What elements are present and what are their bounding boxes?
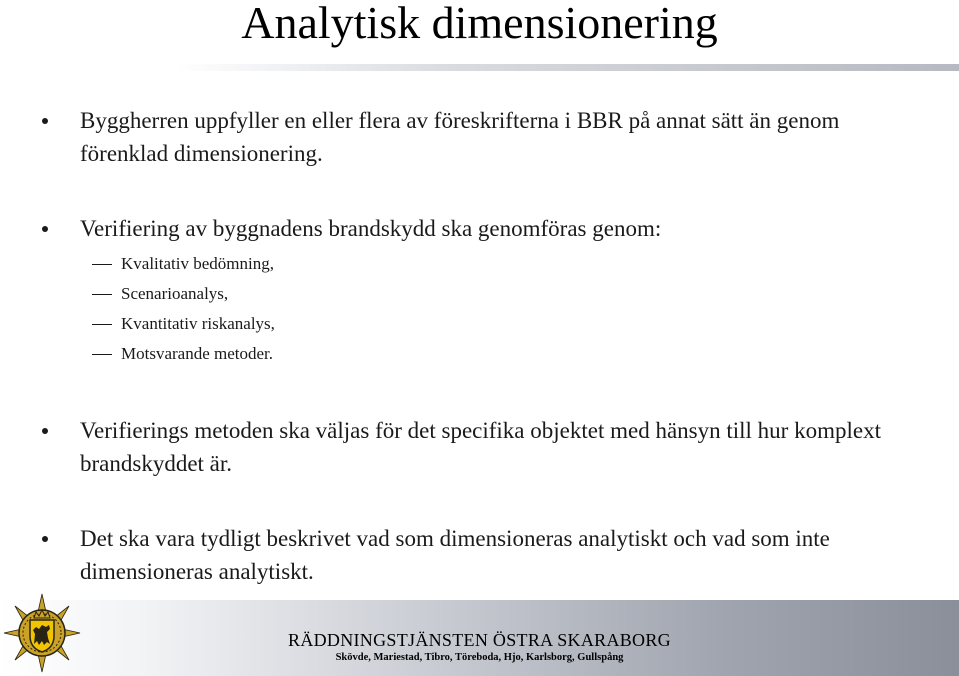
bullet-text-3: Verifierings metoden ska väljas för det specifika objektet med hänsyn till hur komplext brandskyddet är. [80, 418, 881, 476]
bullet-text-2: Verifiering av byggnadens brandskydd ska genomföras genom: [80, 216, 662, 241]
footer-bar [0, 600, 959, 676]
sub-dash [92, 354, 112, 355]
sub-dash [92, 264, 112, 265]
bullet-text-1: Byggherren uppfyller en eller flera av föreskrifterna i BBR på annat sätt än genom förenklad dimensionering. [80, 108, 840, 166]
organization-name: RÄDDNINGSTJÄNSTEN ÖSTRA SKARABORG [288, 630, 671, 650]
sub-item-2: Scenarioanalys, [121, 284, 229, 303]
municipality-list: Skövde, Mariestad, Tibro, Töreboda, Hjo, Karlsborg, Gullspång [335, 652, 624, 663]
sub-dash [92, 294, 112, 295]
bullet-marker [42, 226, 48, 232]
sub-dash [92, 324, 112, 325]
bullet-marker [42, 536, 48, 542]
bullet-marker [42, 118, 48, 124]
slide-title: Analytisk dimensionering [241, 0, 718, 48]
fire-service-emblem-icon [2, 592, 82, 674]
sub-item-1: Kvalitativ bedömning, [121, 254, 274, 273]
sub-item-3: Kvantitativ riskanalys, [121, 314, 275, 333]
bullet-marker [42, 428, 48, 434]
sub-item-4: Motsvarande metoder. [121, 344, 274, 363]
bullet-text-4: Det ska vara tydligt beskrivet vad som dimensioneras analytiskt och vad som inte dimensioneras analytiskt. [80, 526, 830, 584]
